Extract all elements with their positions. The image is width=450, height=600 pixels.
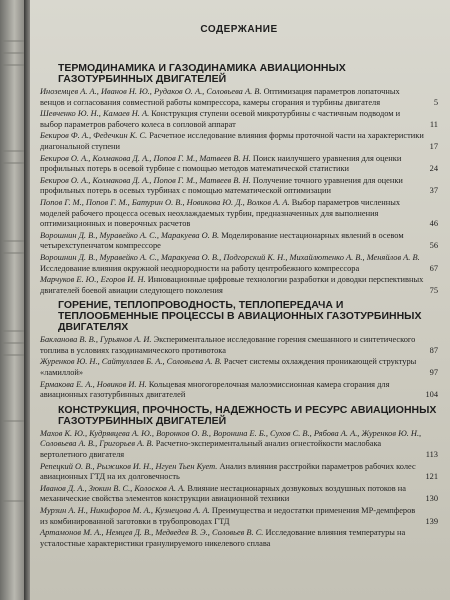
- entry-authors: Иванов Д. А., Зюкин В. С., Колосков А. А.: [40, 483, 186, 493]
- entry-authors: Попов Г. М., Попов Г. М., Батурин О. В., Новикова Ю. Д., Волков А. А.: [40, 197, 290, 207]
- entry-title: Влияние нестационарных дозвуковых воздушных потоков на механические свойства элементов конструкции авиационной техники: [40, 483, 406, 504]
- toc-entry[interactable]: [40, 275, 438, 296]
- entry-authors: Шевченко Ю. Н., Камаев Н. А.: [40, 109, 150, 119]
- entry-title: Анализ влияния расстройки параметров рабочих колес авиационных ГТД на их долговечность: [40, 461, 416, 482]
- table-of-contents: [40, 63, 438, 549]
- entry-title: Исследование влияния температуры на усталостные характеристики гранулируемого никелевого сплава: [40, 528, 406, 548]
- entry-authors: Ворошнин Д. В., Муравейко А. С., Маракуева О. В.: [40, 230, 220, 240]
- entry-authors: Марчуков Е. Ю., Егоров И. Н.: [40, 275, 146, 285]
- entry-title: Конструкция ступени осевой микротурбины с частичным подводом и выбор параметров рабочего колеса в сопловой аппарат: [40, 109, 401, 129]
- entry-page-number: 121: [425, 472, 438, 482]
- entry-title: Расчетно-экспериментальный анализ огнестойкости маслобака вертолетного двигателя: [40, 439, 382, 460]
- entry-title: Расчетное исследование влияния формы проточной части на характеристики диагональной ступени: [40, 131, 424, 151]
- section-heading: КОНСТРУКЦИЯ, ПРОЧНОСТЬ, НАДЕЖНОСТЬ И РЕСУРС АВИАЦИОННЫХ ГАЗОТУРБИННЫХ ДВИГАТЕЛЕЙ: [58, 403, 437, 427]
- entry-title: Инновационные цифровые технологии разработки и доводки перспективных двигателей боевой авиации следующего поколения: [40, 275, 424, 295]
- toc-entry[interactable]: [40, 176, 438, 197]
- section-heading: ГОРЕНИЕ, ТЕПЛОПРОВОДНОСТЬ, ТЕПЛОПЕРЕДАЧА И ТЕПЛООБМЕННЫЕ ПРОЦЕССЫ В АВИАЦИОННЫХ ГАЗОТУРБИННЫХ ДВИГАТЕЛЯХ: [58, 299, 422, 334]
- entry-page-number: 75: [429, 285, 438, 295]
- entry-title: Исследование влияния окружной неоднородности на работу центробежного компрессора: [40, 263, 360, 273]
- toc-entry[interactable]: [40, 109, 438, 130]
- entry-authors: Мурзин А. Н., Никифоров М. А., Кузнецова А. А.: [40, 506, 210, 515]
- entry-page-number: 113: [425, 450, 438, 460]
- contents-page: [30, 0, 450, 600]
- toc-entry[interactable]: [40, 335, 438, 356]
- toc-entry[interactable]: [40, 462, 438, 483]
- toc-entry[interactable]: [40, 429, 438, 461]
- entry-title: Экспериментальное исследование горения смешанного и синтетического топлива в условиях газодинамического противотока: [40, 335, 416, 355]
- toc-entry[interactable]: [40, 528, 438, 549]
- toc-entry[interactable]: [40, 154, 438, 175]
- toc-entry[interactable]: [40, 198, 438, 230]
- entry-authors: Бекиров О. А., Колмакова Д. А., Попов Г. М., Матвеев В. Н.: [40, 175, 251, 185]
- entry-title: Оптимизация параметров лопаточных венцов и согласования совместной работы компрессора, камеры сгорания и турбины двигателя: [40, 87, 400, 107]
- adjacent-page-edge: [0, 0, 24, 600]
- entry-title: Моделирование нестационарных явлений в осевом четырехступенчатом компрессоре: [40, 230, 404, 251]
- entry-page-number: 67: [429, 263, 438, 273]
- entry-title: Выбор параметров численных моделей рабочего процесса осевых неохлаждаемых турбин, предназначенных для выполнения оптимизационных и поверочных расчетов: [40, 197, 401, 229]
- entry-page-number: 56: [429, 241, 438, 251]
- entry-authors: Бакланова В. В., Гурьянов А. И.: [40, 335, 152, 345]
- entry-title: Расчет системы охлаждения проникающей структуры «ламиллой»: [40, 357, 417, 378]
- toc-entry[interactable]: [40, 131, 438, 152]
- entry-page-number: 5: [433, 97, 438, 107]
- entry-page-number: 37: [429, 186, 438, 196]
- toc-entry[interactable]: [40, 506, 438, 527]
- entry-authors: Ворошнин Д. В., Муравейко А. С., Маракуева О. В., Подгорский К. Н., Михайлютенко А. В., Меняйлов А. В.: [40, 252, 420, 262]
- entry-authors: Артамонов М. А., Немцев Д. В., Медведев В. Э., Соловьев В. С.: [40, 528, 264, 538]
- toc-entry[interactable]: [40, 87, 438, 108]
- entry-page-number: 139: [425, 516, 438, 526]
- page-title: СОДЕРЖАНИЕ: [200, 24, 278, 35]
- entry-title: Кольцевая многогорелочная малоэмиссионная камера сгорания для авиационных газотурбинных двигателей: [40, 379, 390, 400]
- toc-entry[interactable]: [40, 253, 438, 274]
- section-heading: ТЕРМОДИНАМИКА И ГАЗОДИНАМИКА АВИАЦИОННЫХ ГАЗОТУРБИННЫХ ДВИГАТЕЛЕЙ: [58, 62, 346, 85]
- entry-authors: Ермакова Е. А., Новиков И. Н.: [40, 379, 147, 389]
- entry-page-number: 104: [425, 390, 438, 400]
- toc-entry[interactable]: [40, 231, 438, 252]
- entry-authors: Репецкий О. В., Рыжиков И. Н., Нгуен Тьен Кует.: [40, 461, 218, 471]
- entry-page-number: 87: [429, 345, 438, 355]
- entry-page-number: 97: [429, 368, 438, 378]
- contents-body: [40, 24, 438, 550]
- entry-authors: Бекиров О. А., Колмакова Д. А., Попов Г. М., Матвеев В. Н.: [40, 153, 251, 163]
- entry-page-number: 24: [429, 164, 438, 174]
- toc-entry[interactable]: [40, 380, 438, 401]
- entry-page-number: 46: [429, 219, 438, 229]
- entry-title: Поиск наилучшего уравнения для оценки профильных потерь в осевой турбине с помощью методов математической статистики: [40, 153, 402, 174]
- entry-page-number: 11: [429, 119, 438, 129]
- toc-entry[interactable]: [40, 484, 438, 505]
- entry-title: Получение точного уравнения для оценки профильных потерь в осевых турбинах с помощью математической оптимизации: [40, 175, 403, 196]
- entry-authors: Махов К. Ю., Кудрявцева А. Ю., Воронков О. В., Воронина Е. Б., Сухов С. В., Рябова А. А., Журенков Ю. Н., Соловьева А. В., Григорьев А. В.: [40, 428, 422, 449]
- entry-authors: Бекиров Ф. А., Федечкин К. С.: [40, 131, 148, 141]
- entry-page-number: 17: [429, 141, 438, 151]
- toc-entry[interactable]: [40, 357, 438, 378]
- entry-authors: Журенков Ю. Н., Сайтуллаев Б. А., Соловьева А. В.: [40, 357, 222, 367]
- entry-title: Преимущества и недостатки применения МР-демпферов из комбинированной заготовки в трубопроводах ГТД: [40, 506, 416, 526]
- entry-authors: Иноземцев А. А., Иванов Н. Ю., Рудаков О. А., Соловьева А. В.: [40, 87, 262, 96]
- entry-page-number: 130: [425, 494, 438, 504]
